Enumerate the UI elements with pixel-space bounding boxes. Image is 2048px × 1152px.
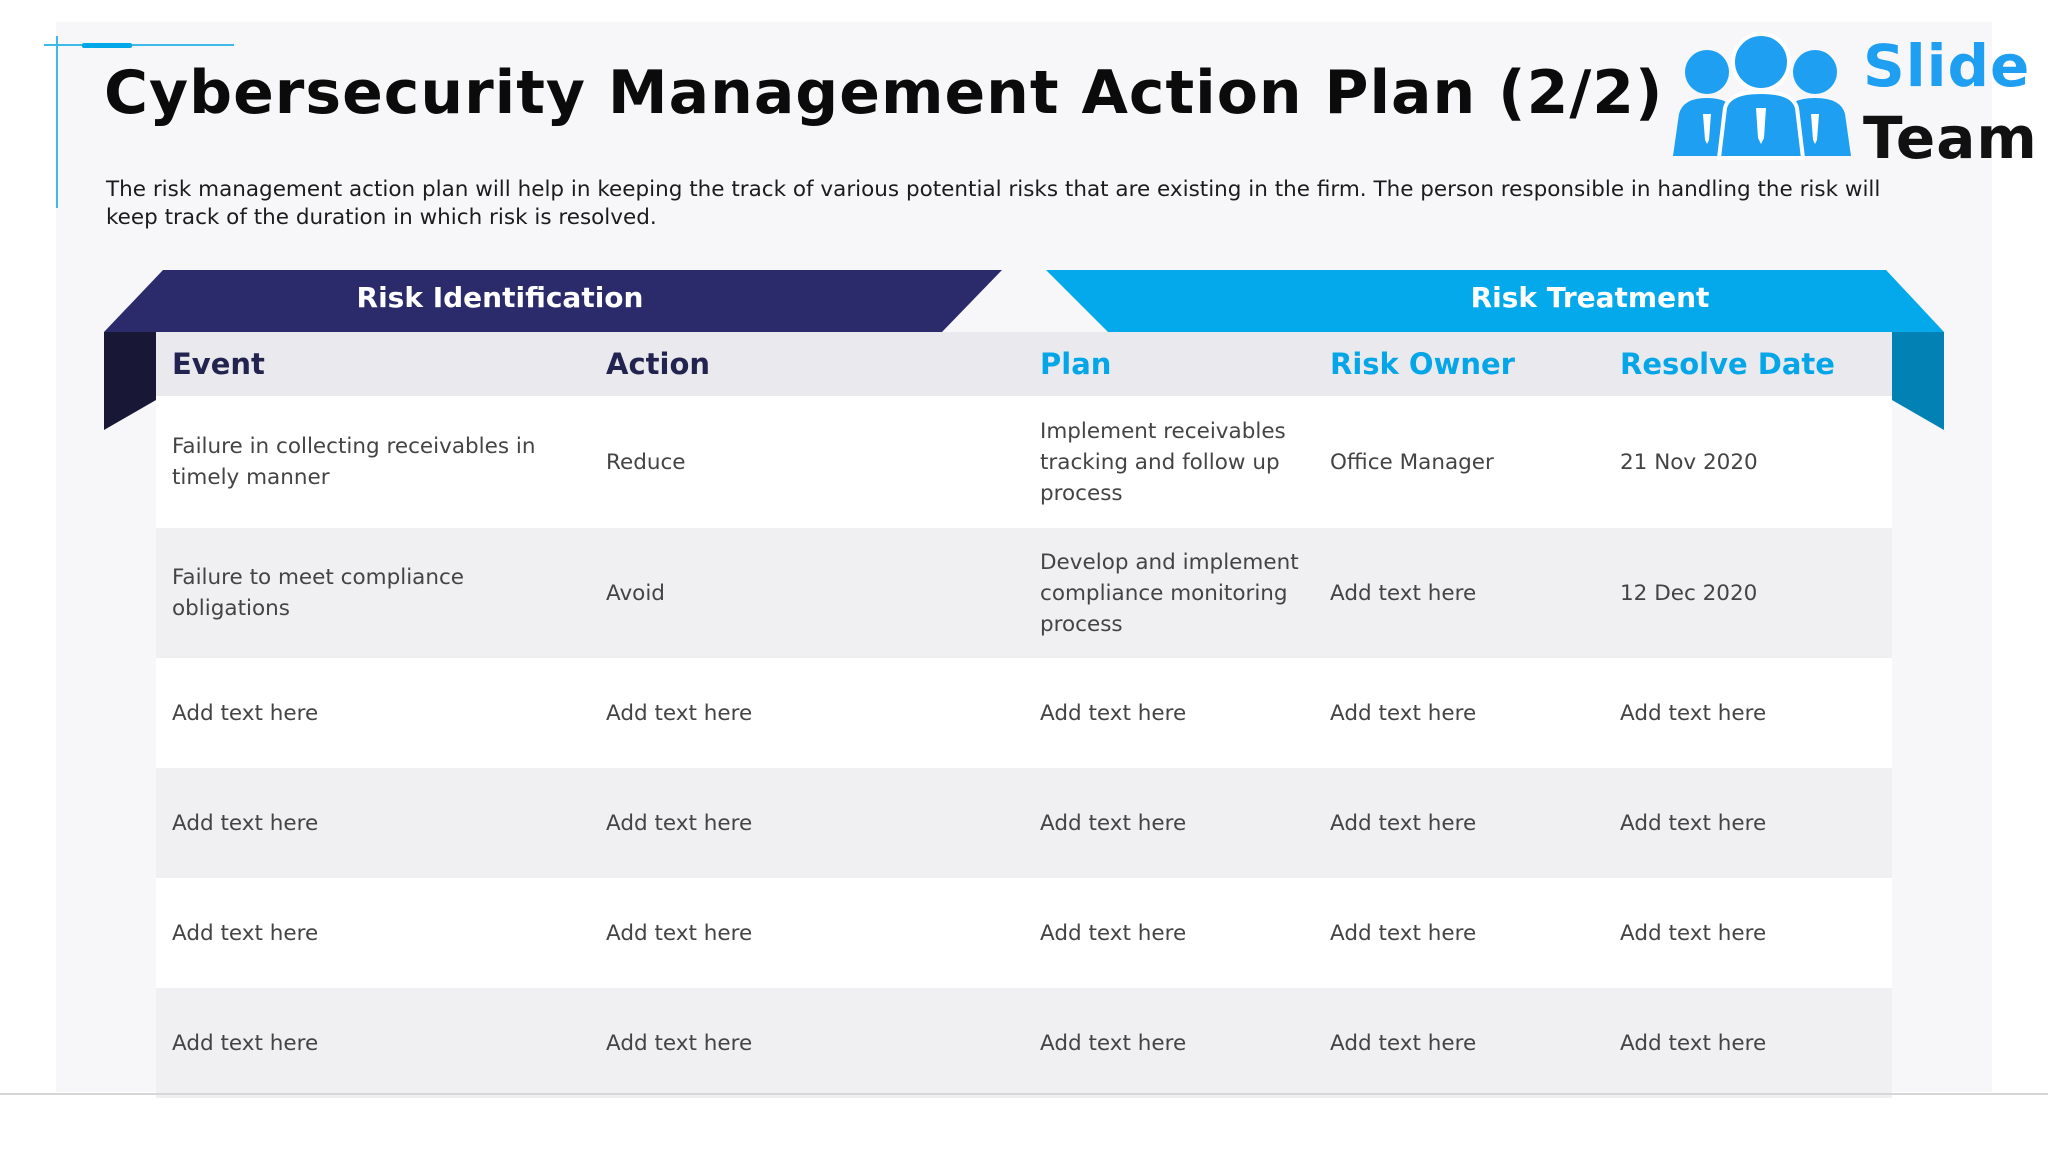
bottom-divider — [0, 1093, 2048, 1095]
cell-risk-owner: Add text here — [1330, 810, 1477, 836]
header-plan: Plan — [1040, 347, 1112, 381]
risk-treatment-fold — [1892, 332, 1944, 430]
table-row — [156, 988, 1892, 1098]
cell-action: Add text here — [606, 810, 753, 836]
table-row — [156, 396, 1892, 528]
table-row — [156, 658, 1892, 768]
cell-resolve-date: 21 Nov 2020 — [1620, 449, 1758, 475]
cell-event: Add text here — [172, 1030, 319, 1056]
cell-risk-owner: Office Manager — [1330, 449, 1494, 475]
risk-identification-label: Risk Identification — [356, 281, 644, 314]
logo-text-slide: Slide — [1863, 32, 2031, 100]
header-action: Action — [606, 347, 711, 381]
cell-event: Failure in collecting receivables in timely manner — [172, 434, 536, 490]
table-row — [156, 878, 1892, 988]
cell-resolve-date: Add text here — [1620, 1030, 1767, 1056]
cell-plan: Add text here — [1040, 700, 1187, 726]
risk-treatment-label: Risk Treatment — [1470, 281, 1710, 314]
cell-resolve-date: 12 Dec 2020 — [1620, 580, 1758, 606]
cell-plan: Add text here — [1040, 920, 1187, 946]
cell-risk-owner: Add text here — [1330, 700, 1477, 726]
cell-event: Add text here — [172, 700, 319, 726]
cell-action: Reduce — [606, 449, 686, 475]
header-risk-owner: Risk Owner — [1330, 347, 1515, 381]
cell-plan: Implement receivables tracking and follow up process — [1040, 418, 1286, 506]
cell-risk-owner: Add text here — [1330, 1030, 1477, 1056]
risk-identification-fold — [104, 332, 156, 430]
header-resolve-date: Resolve Date — [1620, 347, 1835, 381]
table-row — [156, 768, 1892, 878]
cell-resolve-date: Add text here — [1620, 810, 1767, 836]
cell-plan: Add text here — [1040, 1030, 1187, 1056]
cell-action: Add text here — [606, 920, 753, 946]
header-event: Event — [172, 347, 265, 381]
logo-text-team: Team — [1863, 104, 2038, 172]
cell-plan: Add text here — [1040, 810, 1187, 836]
cell-resolve-date: Add text here — [1620, 700, 1767, 726]
cell-risk-owner: Add text here — [1330, 920, 1477, 946]
cell-action: Add text here — [606, 1030, 753, 1056]
table-row — [156, 528, 1892, 658]
cell-resolve-date: Add text here — [1620, 920, 1767, 946]
cell-action: Avoid — [606, 580, 665, 606]
cell-action: Add text here — [606, 700, 753, 726]
slide-intro-text: The risk management action plan will help in keeping the track of various potential risks that are existing in the firm. The person responsible in handling the risk will keep track of the duration in which risk is resolved. — [106, 177, 1881, 230]
cell-event: Add text here — [172, 810, 319, 836]
cell-event: Failure to meet compliance obligations — [172, 565, 465, 621]
slide-title: Cybersecurity Management Action Plan (2/2) — [104, 58, 1664, 128]
table-header-row — [156, 332, 1892, 396]
cell-event: Add text here — [172, 920, 319, 946]
cell-plan: Develop and implement compliance monitoring process — [1040, 549, 1299, 637]
cell-risk-owner: Add text here — [1330, 580, 1477, 606]
